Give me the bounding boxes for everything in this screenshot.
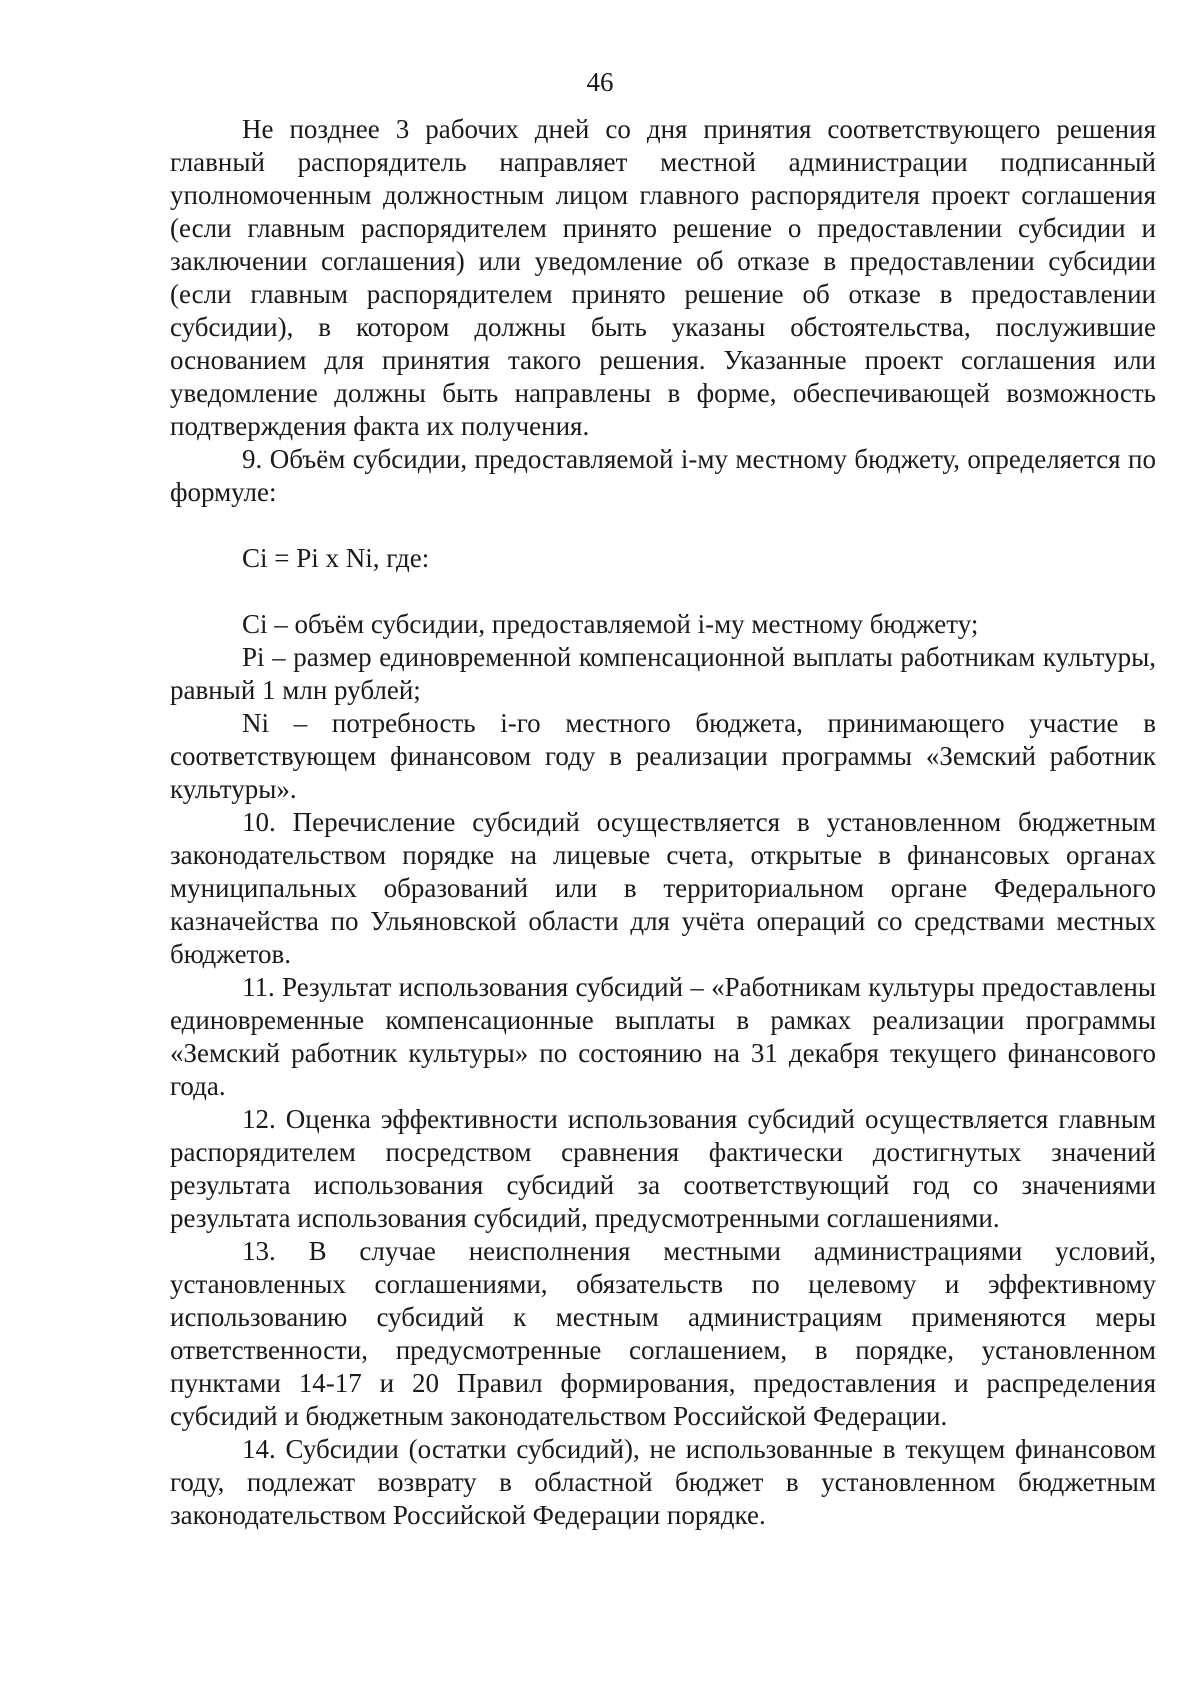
- paragraph-item-14: 14. Субсидии (остатки субсидий), не использованные в текущем финансовом году, подлежат возврату в областной бюджет в установленном бюджетным законодательством Российской Федерации порядке.: [170, 1434, 1156, 1530]
- paragraph-notice-deadline: Не позднее 3 рабочих дней со дня принятия соответствующего решения главный распорядитель направляет местной администрации подписанный уполномоченным должностным лицом главного распорядителя проект соглашения (если главным распорядителем принято решение о предоставлении субсидии и заключении соглашения) или уведомление об отказе в предоставлении субсидии (если главным распорядителем принято решение об отказе в предоставлении субсидии), в котором должны быть указаны обстоятельства, послужившие основанием для принятия такого решения. Указанные проект соглашения или уведомление должны быть направлены в форме, обеспечивающей возможность подтверждения факта их получения.: [170, 114, 1156, 441]
- definition-ci: Ci – объём субсидии, предоставляемой i-му местному бюджету;: [242, 609, 979, 639]
- page-number: 46: [586, 67, 614, 97]
- definition-ni: Ni – потребность i-го местного бюджета, принимающего участие в соответствующем финансовом году в реализации программы «Земский работник культуры».: [170, 708, 1156, 804]
- document-body: [170, 113, 1156, 1532]
- paragraph-item-11: 11. Результат использования субсидий – «Работникам культуры предоставлены единовременные компенсационные выплаты в рамках реализации программы «Земский работник культуры» по состоянию на 31 декабря текущего финансового года.: [170, 972, 1156, 1101]
- paragraph-item-10: 10. Перечисление субсидий осуществляется в установленном бюджетным законодательством порядке на лицевые счета, открытые в финансовых органах муниципальных образований или в территориальном органе Федерального казначейства по Ульяновской области для учёта операций со средствами местных бюджетов.: [170, 807, 1156, 969]
- definition-pi: Pi – размер единовременной компенсационной выплаты работникам культуры, равный 1 млн рублей;: [170, 642, 1156, 705]
- paragraph-item-12: 12. Оценка эффективности использования субсидий осуществляется главным распорядителем посредством сравнения фактически достигнутых значений результата использования субсидий за соответствующий год со значениями результата использования субсидий, предусмотренными соглашениями.: [170, 1104, 1156, 1233]
- paragraph-item-13: 13. В случае неисполнения местными администрациями условий, установленных соглашениями, обязательств по целевому и эффективному использованию субсидий к местным администрациям применяются меры ответственности, предусмотренные соглашением, в порядке, установленном пунктами 14-17 и 20 Правил формирования, предоставления и распределения субсидий и бюджетным законодательством Российской Федерации.: [170, 1236, 1156, 1431]
- paragraph-item-9: 9. Объём субсидии, предоставляемой i-му местному бюджету, определяется по формуле:: [170, 444, 1156, 507]
- subsidy-formula: Ci = Pi x Ni, где:: [242, 543, 430, 573]
